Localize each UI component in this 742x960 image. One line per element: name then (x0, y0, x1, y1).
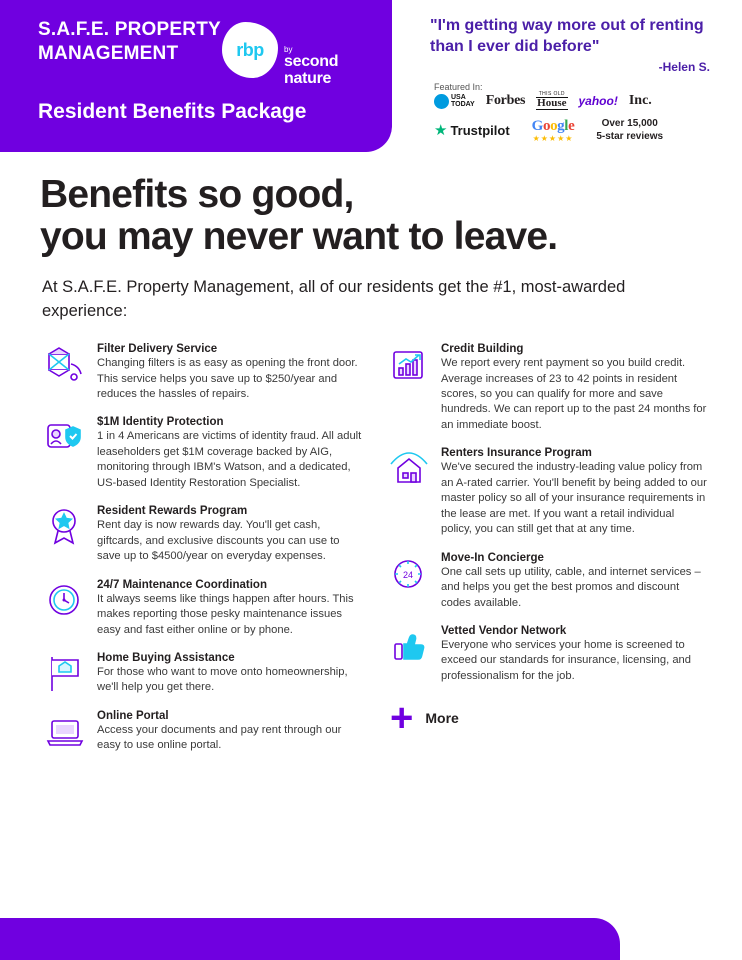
second-nature-by: by (284, 45, 293, 54)
home-sign-icon (42, 651, 88, 695)
plus-icon: + (390, 696, 414, 741)
benefit-title: Move-In Concierge (441, 551, 544, 564)
benefit-text (97, 415, 364, 491)
yahoo-logo: yahoo! (578, 94, 618, 108)
benefit-title: $1M Identity Protection (97, 416, 224, 429)
google-wordmark: Google (531, 118, 575, 134)
benefit-description: Access your documents and pay rent through our easy to use online portal. (97, 723, 342, 752)
ratings-logos-row (434, 118, 714, 143)
benefit-title: Resident Rewards Program (97, 505, 248, 518)
benefits-column-left (42, 342, 364, 767)
trustpilot-logo (434, 123, 510, 138)
testimonial-author: -Helen S. (658, 59, 710, 74)
benefit-title: Vetted Vendor Network (441, 624, 567, 637)
google-stars-icon: ★★★★★ (532, 133, 574, 143)
headline-line-2: you may never want to leave. (40, 215, 558, 259)
benefit-text (97, 504, 364, 564)
this-old-house-logo: THIS OLD House (537, 91, 567, 109)
benefit-description: Rent day is now rewards day. You'll get cash, giftcards, and exclusive discounts you can use to save up to $4500/year on everyday expenses. (97, 519, 340, 563)
benefit-description: For those who want to move onto homeownership, we'll help you get there. (97, 665, 348, 694)
benefit-title: Online Portal (97, 709, 169, 722)
benefit-text (97, 342, 364, 402)
benefit-description: We report every rent payment so you build credit. Average increases of 23 to 42 points in resident scores, so you can qualify for more and save hundreds. We can report up to the past 24 months for an immediate boost. (441, 357, 707, 431)
move-in-concierge-icon (386, 551, 432, 595)
press-logos-row (434, 92, 706, 110)
benefit-text (97, 578, 364, 638)
clock-icon (42, 578, 88, 622)
credit-chart-icon (386, 342, 432, 386)
identity-protection-icon (42, 415, 88, 459)
google-logo (532, 118, 575, 143)
benefit-description: Everyone who services your home is screened to exceed our standards for insurance, licensing, and professionalism for the job. (441, 638, 692, 682)
svg-text:24: 24 (402, 569, 414, 580)
rbp-logo-text: rbp (236, 39, 264, 60)
testimonial (430, 16, 710, 74)
laptop-icon (42, 709, 88, 753)
filter-delivery-icon (42, 342, 88, 386)
benefit-title: Home Buying Assistance (97, 651, 235, 664)
benefit-item (386, 342, 708, 433)
package-title: Resident Benefits Package (38, 100, 307, 123)
benefit-description: It always seems like things happen after hours. This makes reporting those pesky maintenance issues easy and fast either online or by phone. (97, 592, 354, 636)
usa-today-wordmark: USA TODAY (451, 94, 475, 108)
second-nature-lockup (284, 46, 338, 88)
benefit-item (42, 504, 364, 564)
forbes-logo: Forbes (485, 93, 526, 108)
benefit-item (42, 415, 364, 491)
renters-insurance-icon (386, 446, 432, 490)
company-name: S.A.F.E. PROPERTY MANAGEMENT (38, 19, 221, 64)
rewards-badge-icon (42, 504, 88, 548)
document-footer (0, 904, 742, 960)
benefit-item (42, 342, 364, 402)
page-headline (40, 174, 742, 258)
page-subheadline: At S.A.F.E. Property Management, all of our residents get the #1, most-awarded experience: (42, 278, 626, 321)
rbp-second-nature-logo (222, 22, 339, 88)
benefits-column-right (386, 342, 708, 767)
reviews-count: Over 15,000 5-star reviews (596, 118, 664, 142)
benefit-item (42, 651, 364, 696)
thumbs-up-icon (386, 624, 432, 668)
benefit-text (441, 624, 708, 684)
benefit-item (386, 446, 708, 537)
benefit-text (441, 551, 708, 611)
benefit-description: 1 in 4 Americans are victims of identity fraud. All adult leaseholders get $1M coverage backed by AIG, monitoring through IBM's Watson, and a dedicated, US-based Identity Restoration Specialist. (97, 430, 362, 489)
usa-today-icon (434, 94, 475, 109)
benefit-description: We've secured the industry-leading value policy from an A-rated carrier. You'll benefit by being added to our master policy so all of your insurance requirements in the lease are met. If you want a retail individual policy, you can still get that at any time. (441, 461, 707, 536)
benefit-text (441, 342, 708, 433)
usa-today-circle-icon (434, 94, 449, 109)
second-nature-name: second nature (284, 53, 339, 88)
benefit-description: Changing filters is as easy as opening the front door. This service helps you save up to $250/year and reduces the hassles of repairs. (97, 357, 358, 400)
star-icon: ★ (434, 122, 448, 140)
benefit-title: 24/7 Maintenance Coordination (97, 578, 267, 591)
benefit-description: One call sets up utility, cable, and internet services – and helps you get the best promos and discount codes available. (441, 565, 701, 609)
benefit-item (42, 709, 364, 754)
benefit-item (42, 578, 364, 638)
more-label: More (425, 710, 459, 727)
benefit-item (386, 551, 708, 611)
inc-logo: Inc. (628, 93, 652, 108)
benefit-title: Renters Insurance Program (441, 447, 592, 460)
benefit-text (441, 446, 708, 537)
featured-in-label: Featured In: (434, 82, 483, 92)
benefit-text (97, 651, 364, 696)
benefit-text (97, 709, 364, 754)
footer-purple-bar (0, 918, 620, 960)
more-benefits-row (390, 696, 708, 741)
document-header (0, 0, 742, 152)
benefit-item (386, 624, 708, 684)
testimonial-quote: "I'm getting way more out of renting than I ever did before" (430, 17, 704, 55)
headline-line-1: Benefits so good, (40, 173, 354, 216)
benefit-title: Credit Building (441, 343, 524, 356)
benefit-title: Filter Delivery Service (97, 343, 218, 356)
benefits-columns (42, 342, 708, 767)
trustpilot-wordmark: Trustpilot (450, 123, 510, 139)
rbp-blob-icon (222, 22, 278, 78)
